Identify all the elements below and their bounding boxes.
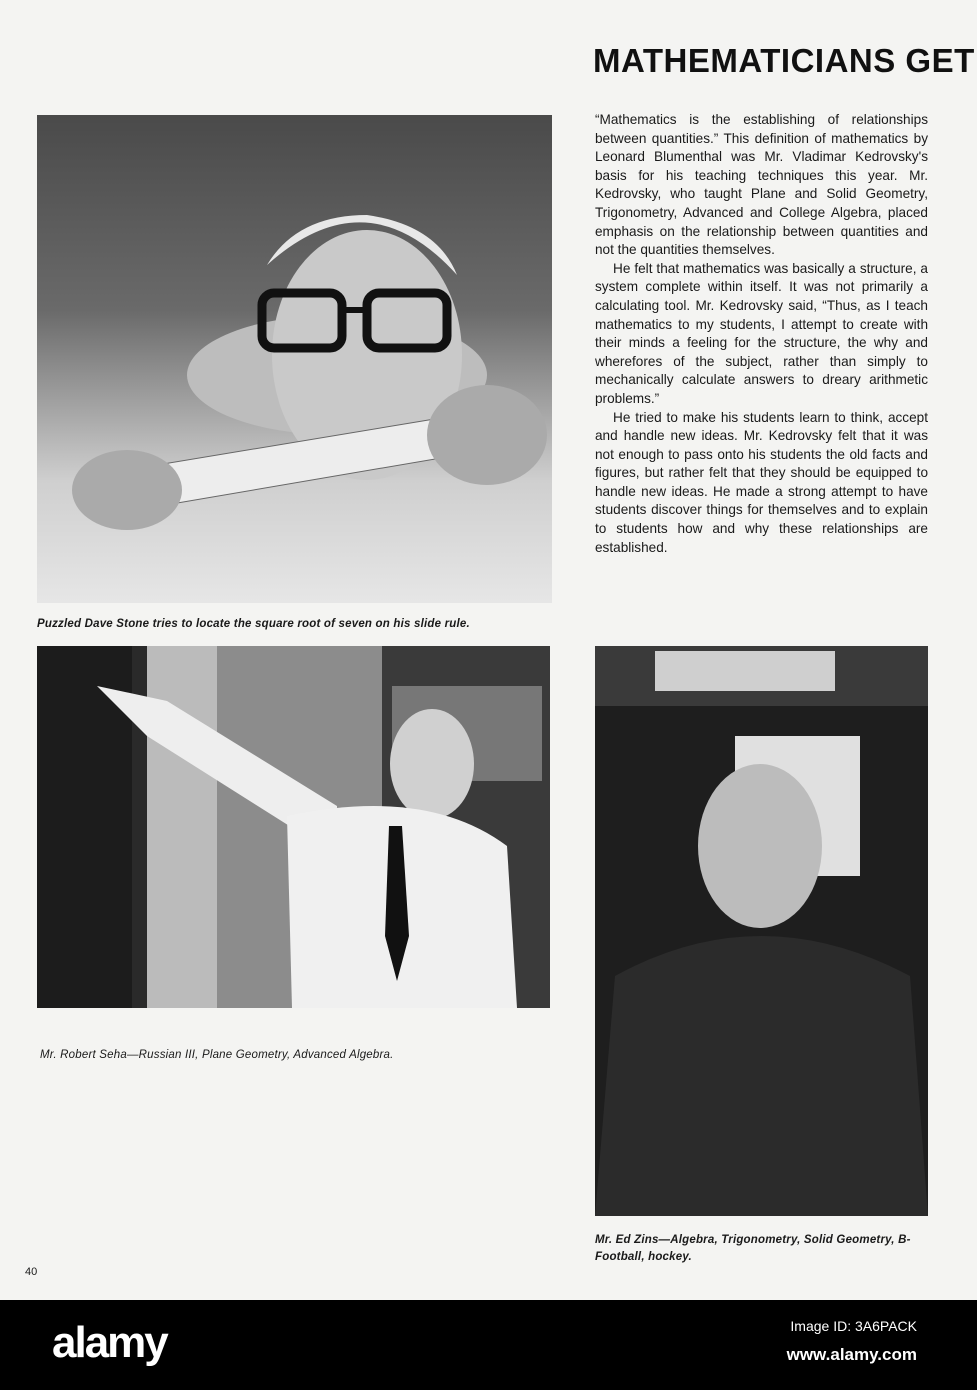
photo-robert-seha	[37, 646, 550, 1008]
article-paragraph: He tried to make his students learn to think, accept and handle new ideas. Mr. Kedrovsky felt that it was not enough to pass onto his students the old facts and figures, but rather felt that they should be equipped to handle new ideas. He made a strong attempt to have students discover things for themselves and to explain to students how and why these relationships are established.	[595, 409, 928, 555]
image-id: Image ID: 3A6PACK	[790, 1318, 917, 1334]
article-paragraph: He felt that mathematics was basically a structure, a system complete within itself. It was not primarily a calculating tool. Mr. Kedrovsky said, “Thus, as I teach mathematics to my students, I attempt to create with their minds a feeling for the structure, the why and wherefores of the subject, rather than simply to mechanically calculate answers to dreary arithmetic problems.”	[595, 260, 928, 406]
page-number: 40	[25, 1266, 38, 1278]
alamy-logo: alamy	[52, 1318, 167, 1367]
watermark-footer	[0, 1300, 977, 1390]
photo-ed-zins	[595, 646, 928, 1216]
photo-caption: Puzzled Dave Stone tries to locate the square root of seven on his slide rule.	[37, 618, 470, 630]
photo-caption: Mr. Robert Seha—Russian III, Plane Geometry, Advanced Algebra.	[40, 1049, 394, 1061]
article-title: MATHEMATICIANS GET	[593, 42, 975, 79]
site-url: www.alamy.com	[786, 1345, 917, 1364]
photo-seha-illustration	[37, 646, 550, 1008]
photo-student-illustration	[37, 115, 552, 603]
photo-zins-illustration	[595, 646, 928, 1216]
photo-caption: Mr. Ed Zins—Algebra, Trigonometry, Solid Geometry, B-Football, hockey.	[595, 1234, 911, 1263]
article-paragraph: “Mathematics is the establishing of relationships between quantities.” This definition of mathematics by Leonard Blumenthal was Mr. Vladimar Kedrovsky's basis for his teaching techniques this year. Mr. Kedrovsky, who taught Plane and Solid Geometry, Trigonometry, Advanced and College Algebra, placed emphasis on the relationship between quantities and not the quantities themselves.	[595, 112, 928, 258]
photo-student-slide-rule	[37, 115, 552, 603]
article-body	[595, 111, 928, 557]
